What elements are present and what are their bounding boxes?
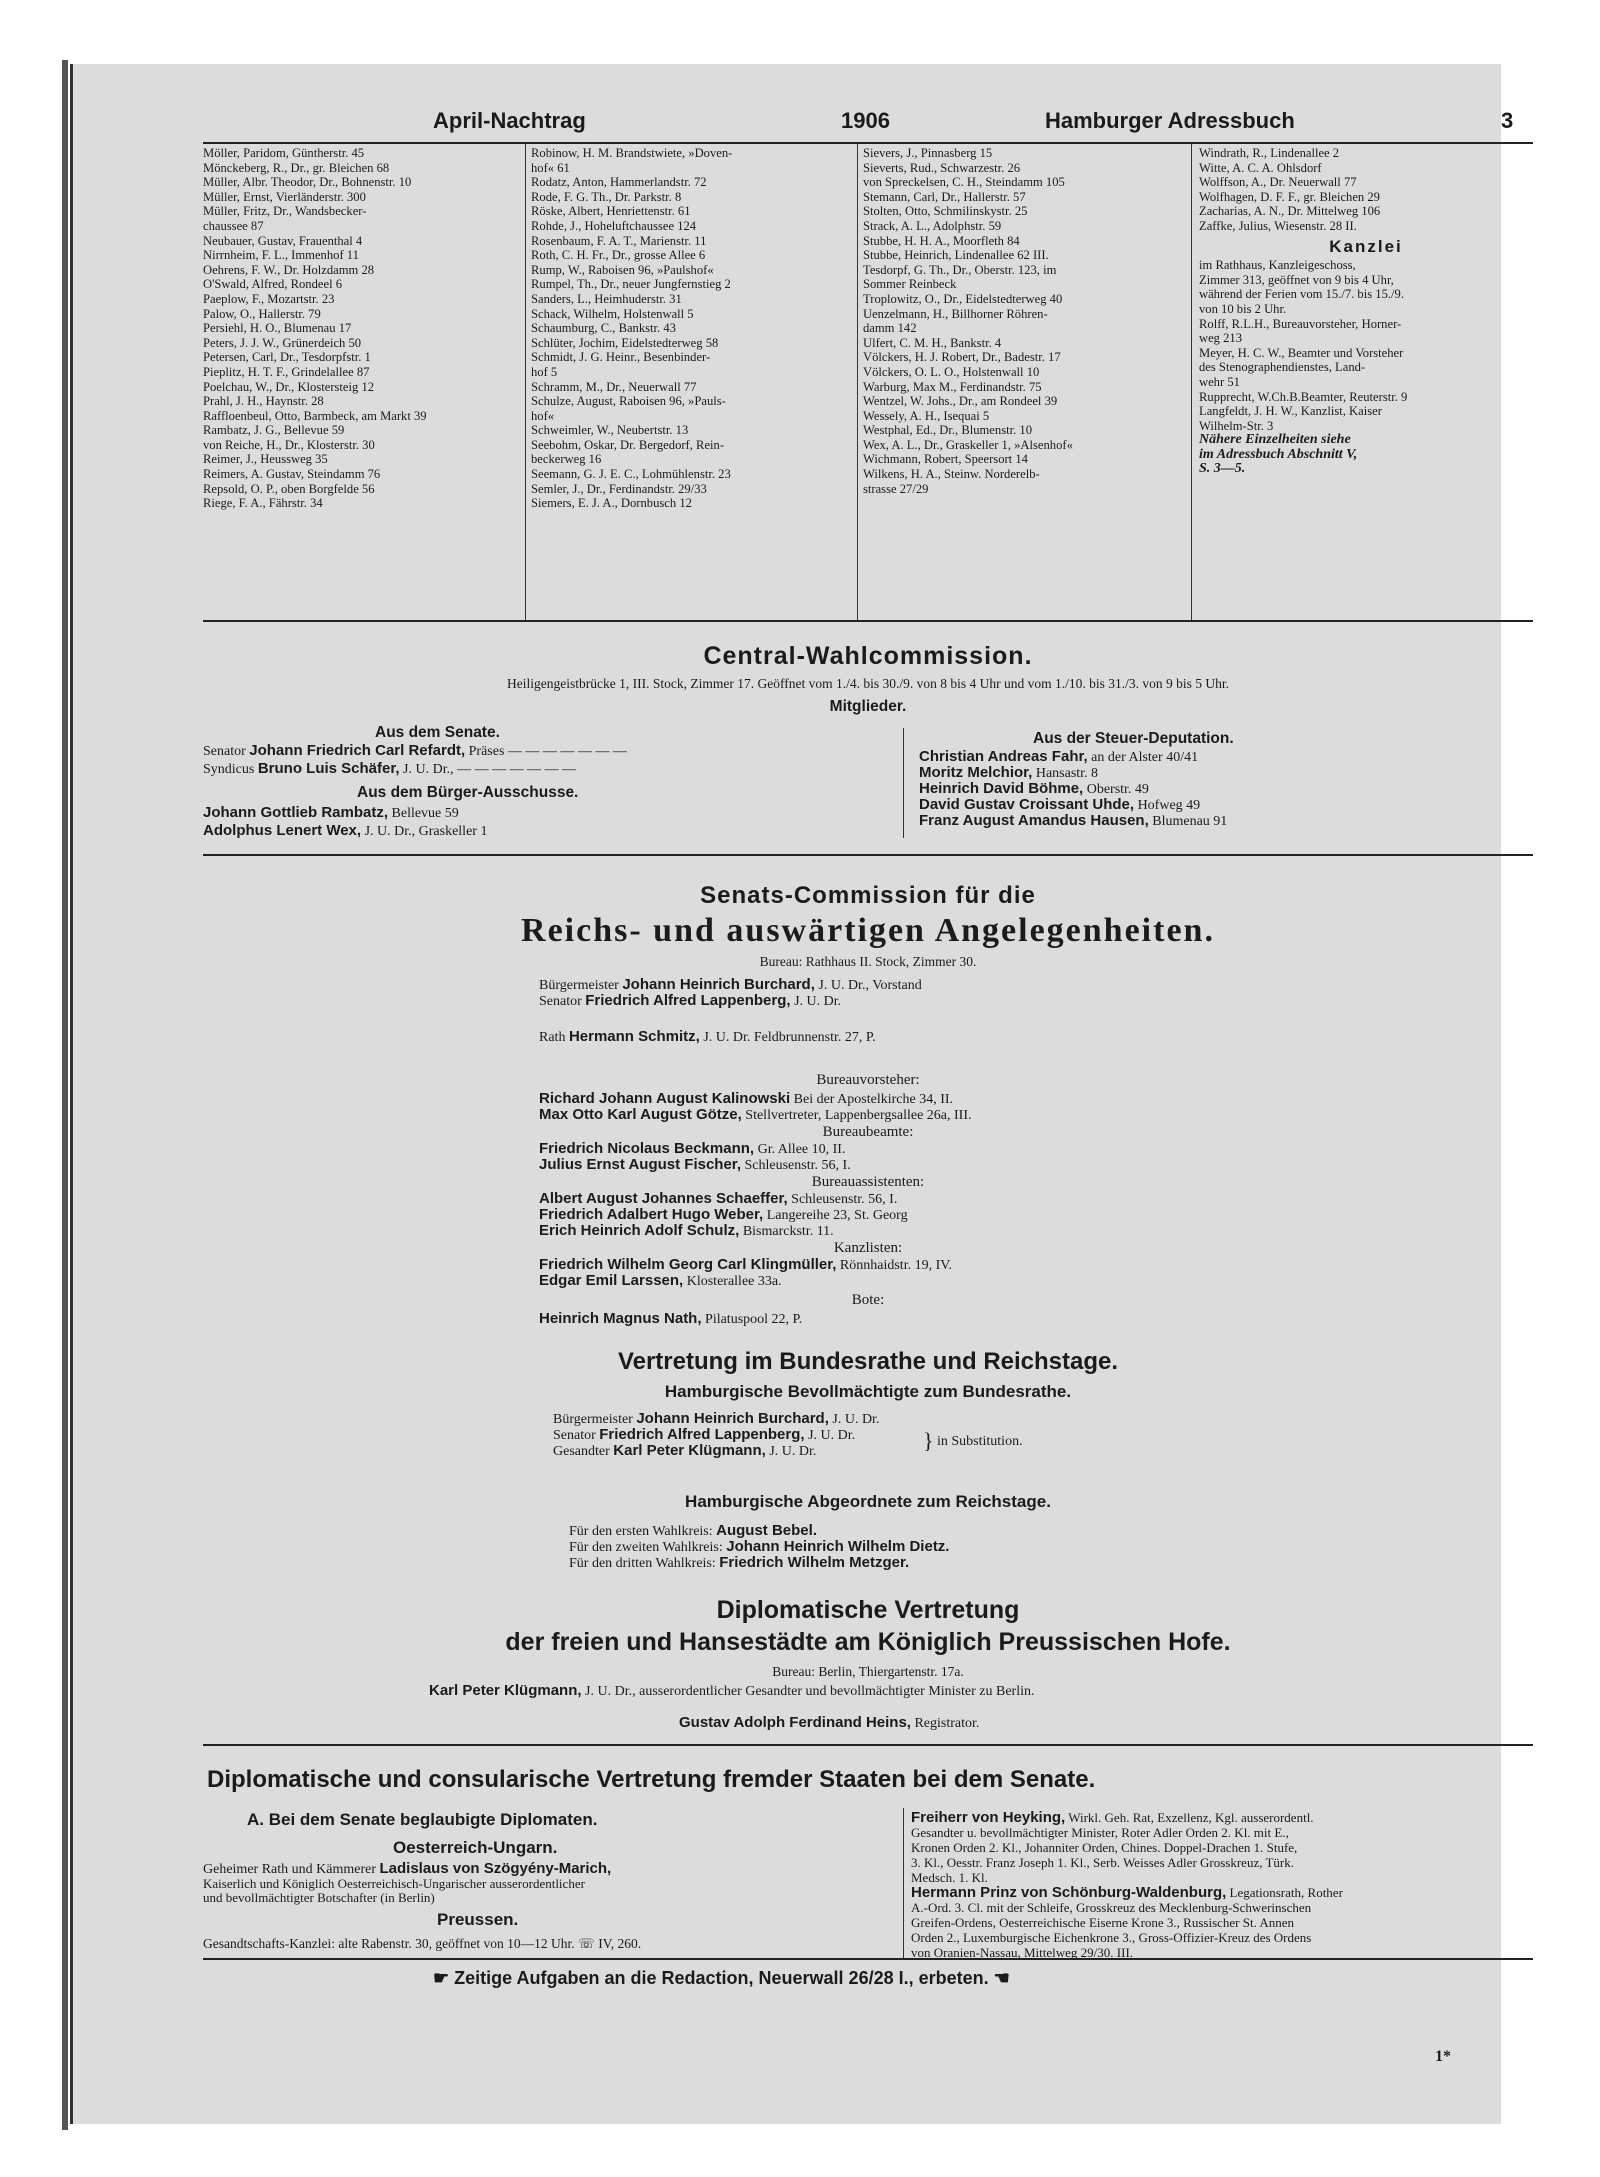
address-entry: Sanders, L., Heimhuderstr. 31 xyxy=(531,291,682,306)
rath-line: Rath Hermann Schmitz, J. U. Dr. Feldbrunnenstr. 27, P. xyxy=(539,1028,876,1045)
senate-heading: Aus dem Senate. xyxy=(375,724,500,741)
address-entry: Stemann, Carl, Dr., Hallerstr. 57 xyxy=(863,189,1026,204)
address-entry: Schack, Wilhelm, Holstenwall 5 xyxy=(531,306,694,321)
diplomat-detail: Gesandter u. bevollmächtigter Minister, Roter Adler Orden 2. Kl. mit E., xyxy=(911,1825,1289,1840)
oesterreich-line: Geheimer Rath und Kämmerer Ladislaus von Szögyény-Marich, xyxy=(203,1860,612,1877)
running-header xyxy=(203,108,1514,138)
address-entry: Poelchau, W., Dr., Klostersteig 12 xyxy=(203,379,375,394)
address-entry: Pieplitz, H. T. F., Grindelallee 87 xyxy=(203,364,370,379)
address-entry: hof 5 xyxy=(531,364,558,379)
address-entry: von Reiche, H., Dr., Klosterstr. 30 xyxy=(203,437,375,452)
preussen-title-2: der freien und Hansestädte am Königlich Preussischen Hofe. xyxy=(505,1628,1231,1656)
address-entry: Wilkens, H. A., Steinw. Norderelb- xyxy=(863,467,1040,482)
address-entry: Semler, J., Dr., Ferdinandstr. 29/33 xyxy=(531,481,707,496)
address-entry: Neubauer, Gustav, Frauenthal 4 xyxy=(203,233,363,248)
column-divider xyxy=(525,144,526,620)
address-columns xyxy=(203,146,1533,618)
address-entry: beckerweg 16 xyxy=(531,452,602,467)
address-entry: Wex, A. L., Dr., Graskeller 1, »Alsenhof« xyxy=(863,437,1073,452)
steuer-member: Moritz Melchior, Hansastr. 8 xyxy=(919,764,1099,781)
abgeordneter: Für den ersten Wahlkreis: August Bebel. xyxy=(569,1522,817,1539)
address-entry: Petersen, Carl, Dr., Tesdorpfstr. 1 xyxy=(203,350,371,365)
kanzlei-line: während der Ferien vom 15./7. bis 15./9. xyxy=(1199,287,1404,302)
address-entry: Möller, Paridom, Güntherstr. 45 xyxy=(203,146,365,160)
senats-member: Bürgermeister Johann Heinrich Burchard, J. U. Dr., Vorstand xyxy=(539,976,922,993)
address-entry: Troplowitz, O., Dr., Eidelstedterweg 40 xyxy=(863,291,1063,306)
address-entry: O'Swald, Alfred, Rondeel 6 xyxy=(203,277,343,292)
footer-notice xyxy=(433,1968,1010,1989)
kanzlei-line: im Rathhaus, Kanzleigeschoss, xyxy=(1199,258,1356,273)
abgeordneter: Für den zweiten Wahlkreis: Johann Heinrich Wilhelm Dietz. xyxy=(569,1538,950,1555)
members-heading: Mitglieder. xyxy=(829,698,907,715)
steuer-member: Franz August Amandus Hausen, Blumenau 91 xyxy=(919,812,1228,829)
diplomat-detail: 3. Kl., Oesstr. Franz Joseph 1. Kl., Serb. Weisses Adler Grosskreuz, Türk. xyxy=(911,1855,1295,1870)
abgeordneter: Für den dritten Wahlkreis: Friedrich Wilhelm Metzger. xyxy=(569,1554,910,1571)
address-entry: Mönckeberg, R., Dr., gr. Bleichen 68 xyxy=(203,160,390,175)
address-entry: Zacharias, A. N., Dr. Mittelweg 106 xyxy=(1199,204,1381,219)
address-column-4 xyxy=(1199,146,1533,477)
staff-line: Heinrich Magnus Nath, Pilatuspool 22, P. xyxy=(539,1310,803,1327)
address-entry: Müller, Ernst, Vierländerstr. 300 xyxy=(203,189,366,204)
page-number: 3 xyxy=(1501,108,1514,133)
diplomat-detail: Orden 2., Luxemburgische Eichenkrone 3., Gross-Offizier-Kreuz des Ordens xyxy=(911,1930,1312,1945)
address-entry: Prahl, J. H., Haynstr. 28 xyxy=(203,394,324,409)
bundesrath-sub: Hamburgische Bevollmächtigte zum Bundesrathe. xyxy=(664,1382,1072,1401)
address-entry: Schramm, M., Dr., Neuerwall 77 xyxy=(531,379,697,394)
address-entry: Westphal, Ed., Dr., Blumenstr. 10 xyxy=(863,423,1032,438)
address-entry: chaussee 87 xyxy=(203,218,264,233)
address-entry: Schlüter, Jochim, Eidelstedterweg 58 xyxy=(531,335,719,350)
buerger-member: Adolphus Lenert Wex, J. U. Dr., Graskeller 1 xyxy=(203,822,488,839)
senate-member: Senator Johann Friedrich Carl Refardt, Präses — — — — — — — xyxy=(203,742,627,759)
staff-line: Max Otto Karl August Götze, Stellvertreter, Lappenbergsallee 26a, III. xyxy=(539,1106,972,1123)
address-entry: Wichmann, Robert, Speersort 14 xyxy=(863,452,1028,467)
senats-member: Senator Friedrich Alfred Lappenberg, J. U. Dr. xyxy=(539,992,842,1009)
column-divider xyxy=(857,144,858,620)
diplomat-detail: A.-Ord. 3. Cl. mit der Schleife, Grosskreuz des Mecklenburg-Schwerinschen xyxy=(911,1900,1312,1915)
bote-heading: Bote: xyxy=(851,1292,885,1308)
address-entry: Nirrnheim, F. L., Immenhof 11 xyxy=(203,248,359,263)
kanzlisten-heading: Kanzlisten: xyxy=(833,1240,903,1256)
staff-line: Richard Johann August Kalinowski Bei der Apostelkirche 34, II. xyxy=(539,1090,954,1107)
senate-member: Syndicus Bruno Luis Schäfer, J. U. Dr., — — — — — — — xyxy=(203,760,577,777)
staff-line: Friedrich Adalbert Hugo Weber, Langereihe 23, St. Georg xyxy=(539,1206,908,1223)
address-entry: Rode, F. G. Th., Dr. Parkstr. 8 xyxy=(531,189,682,204)
address-entry: Rohde, J., Hoheluftchaussee 124 xyxy=(531,218,697,233)
address-entry: Schmidt, J. G. Heinr., Besenbinder- xyxy=(531,350,711,365)
address-entry: Warburg, Max M., Ferdinandstr. 75 xyxy=(863,379,1042,394)
section-rule xyxy=(203,1958,1533,1960)
staff-line: Friedrich Wilhelm Georg Carl Klingmüller, Rönnhaidstr. 19, IV. xyxy=(539,1256,953,1273)
buerger-member: Johann Gottlieb Rambatz, Bellevue 59 xyxy=(203,804,459,821)
staff-line: Edgar Emil Larssen, Klosterallee 33a. xyxy=(539,1272,782,1289)
address-entry: von Spreckelsen, C. H., Steindamm 105 xyxy=(863,175,1065,190)
staff-line: Albert August Johannes Schaeffer, Schleusenstr. 56, I. xyxy=(539,1190,898,1207)
address-entry: Sommer Reinbeck xyxy=(863,277,957,292)
column-divider xyxy=(1191,144,1192,620)
address-entry: Rambatz, J. G., Bellevue 59 xyxy=(203,423,345,438)
kanzlei-line: des Stenographendienstes, Land- xyxy=(1199,360,1366,375)
section-rule xyxy=(203,620,1533,622)
address-entry: Uenzelmann, H., Billhorner Röhren- xyxy=(863,306,1048,321)
kanzlei-line: Zimmer 313, geöffnet von 9 bis 4 Uhr, xyxy=(1199,272,1394,287)
address-entry: Windrath, R., Lindenallee 2 xyxy=(1199,146,1340,160)
staff-line: Erich Heinrich Adolf Schulz, Bismarckstr. 11. xyxy=(539,1222,834,1239)
address-entry: Völckers, H. J. Robert, Dr., Badestr. 17 xyxy=(863,350,1061,365)
address-entry: Seebohm, Oskar, Dr. Bergedorf, Rein- xyxy=(531,437,725,452)
address-column-1 xyxy=(203,146,523,511)
column-divider xyxy=(903,1808,904,1958)
address-entry: Rodatz, Anton, Hammerlandstr. 72 xyxy=(531,175,707,190)
senats-bureau: Bureau: Rathhaus II. Stock, Zimmer 30. xyxy=(759,954,977,969)
address-entry: Paeplow, F., Mozartstr. 23 xyxy=(203,291,335,306)
address-entry: Peters, J. J. W., Grünerdeich 50 xyxy=(203,335,362,350)
kanzlei-line: wehr 51 xyxy=(1199,374,1240,389)
steuer-member: Heinrich David Böhme, Oberstr. 49 xyxy=(919,780,1149,797)
reichstag-sub: Hamburgische Abgeordnete zum Reichstage. xyxy=(685,1492,1051,1511)
oesterreich-line: Kaiserlich und Königlich Oesterreichisch-Ungarischer ausserordentlicher xyxy=(203,1876,585,1891)
address-entry: Riege, F. A., Fährstr. 34 xyxy=(203,496,323,511)
kanzlei-line: Meyer, H. C. W., Beamter und Vorsteher xyxy=(1199,345,1404,360)
header-rule xyxy=(203,142,1533,144)
address-entry: Stubbe, Heinrich, Lindenallee 62 III. xyxy=(863,248,1049,263)
address-entry: Sieverts, Rud., Schwarzestr. 26 xyxy=(863,160,1021,175)
address-entry: Palow, O., Hallerstr. 79 xyxy=(203,306,321,321)
address-entry: Schweimler, W., Neubertstr. 13 xyxy=(531,423,689,438)
brace: } xyxy=(923,1428,934,1453)
bevollmaechtigter: Gesandter Karl Peter Klügmann, J. U. Dr. xyxy=(553,1442,817,1459)
kanzlei-line: Gesandtschafts-Kanzlei: alte Rabenstr. 30, geöffnet von 10—12 Uhr. ☏ IV, 260. xyxy=(203,1936,642,1951)
header-title: Hamburger Adressbuch xyxy=(1045,108,1295,133)
address-entry: Rosenbaum, F. A. T., Marienstr. 11 xyxy=(531,233,707,248)
address-entry: Stubbe, H. H. A., Moorfleth 84 xyxy=(863,233,1020,248)
header-left: April-Nachtrag xyxy=(433,108,586,133)
preussen-title-1: Diplomatische Vertretung xyxy=(716,1596,1020,1624)
address-entry: Wolffson, A., Dr. Neuerwall 77 xyxy=(1199,175,1357,190)
address-entry: Völckers, O. L. O., Holstenwall 10 xyxy=(863,364,1040,379)
diplomat-detail: Kronen Orden 2. Kl., Johanniter Orden, Chines. Doppel-Drachen 1. Stufe, xyxy=(911,1840,1298,1855)
address-entry: Rump, W., Raboisen 96, »Paulshof« xyxy=(531,262,714,277)
address-entry: Siemers, E. J. A., Dornbusch 12 xyxy=(531,496,692,511)
kanzlei-line: Rolff, R.L.H., Bureauvorsteher, Horner- xyxy=(1199,316,1402,331)
address-entry: Seemann, G. J. E. C., Lohmühlenstr. 23 xyxy=(531,467,731,482)
oesterreich-line: und bevollmächtigter Botschafter (in Berlin) xyxy=(203,1890,435,1905)
gesandter-line: Karl Peter Klügmann, J. U. Dr., ausserordentlicher Gesandter und bevollmächtigter Minister zu Berlin. xyxy=(429,1682,1035,1699)
address-entry: Oehrens, F. W., Dr. Holzdamm 28 xyxy=(203,262,375,277)
staff-line: Julius Ernst August Fischer, Schleusenstr. 56, I. xyxy=(539,1156,851,1173)
steuer-heading: Aus der Steuer-Deputation. xyxy=(1033,730,1234,747)
diplomat-detail: Greifen-Ordens, Oesterreichische Eiserne Krone 3., Russischer St. Annen xyxy=(911,1915,1295,1930)
footer-text: Zeitige Aufgaben an die Redaction, Neuerwall 26/28 I., erbeten. xyxy=(454,1968,989,1988)
pointing-hand-right-icon: ☚ xyxy=(993,1968,1010,1988)
book-fold xyxy=(62,60,68,2130)
substitution-note: in Substitution. xyxy=(937,1434,1023,1449)
address-entry: Stolten, Otto, Schmilinskystr. 25 xyxy=(863,204,1028,219)
oesterreich-heading: Oesterreich-Ungarn. xyxy=(393,1838,558,1857)
address-entry: Rumpel, Th., Dr., neuer Jungfernstieg 2 xyxy=(531,277,731,292)
address-entry: Zaffke, Julius, Wiesenstr. 28 II. xyxy=(1199,218,1357,233)
fremd-title: Diplomatische und consularische Vertretung fremder Staaten bei dem Senate. xyxy=(207,1766,1096,1793)
diplomat-detail: von Oranien-Nassau, Mittelweg 29/30. III. xyxy=(911,1945,1134,1960)
kanzlei-line: Langfeldt, J. H. W., Kanzlist, Kaiser xyxy=(1199,404,1382,419)
bundesrath-title: Vertretung im Bundesrathe und Reichstage. xyxy=(617,1348,1119,1375)
section-rule xyxy=(203,1744,1533,1746)
address-entry: Schaumburg, C., Bankstr. 43 xyxy=(531,321,676,336)
preussen-heading: Preussen. xyxy=(437,1910,519,1929)
bureauassistenten-heading: Bureauassistenten: xyxy=(811,1174,925,1190)
kanzlei-line: von 10 bis 2 Uhr. xyxy=(1199,301,1287,316)
address-entry: Robinow, H. M. Brandstwiete, »Doven- xyxy=(531,146,733,160)
address-entry: Tesdorpf, G. Th., Dr., Oberstr. 123, im xyxy=(863,262,1057,277)
senats-title-1: Senats-Commission für die xyxy=(700,882,1036,909)
kanzlei-note-2: im Adressbuch Abschnitt V, xyxy=(1199,447,1358,462)
section-a-heading: A. Bei dem Senate beglaubigte Diplomaten. xyxy=(247,1810,598,1829)
address-entry: Schulze, August, Raboisen 96, »Pauls- xyxy=(531,394,726,409)
pointing-hand-left-icon: ☛ xyxy=(433,1968,450,1988)
bevollmaechtigter: Bürgermeister Johann Heinrich Burchard, J. U. Dr. xyxy=(553,1410,880,1427)
address-entry: Strack, A. L., Adolphstr. 59 xyxy=(863,218,1002,233)
steuer-member: David Gustav Croissant Uhde, Hofweg 49 xyxy=(919,796,1201,813)
registrator-line: Gustav Adolph Ferdinand Heins, Registrator. xyxy=(679,1714,980,1731)
kanzlei-note-1: Nähere Einzelheiten siehe xyxy=(1199,433,1351,448)
header-year: 1906 xyxy=(841,108,890,133)
address-entry: Reimer, J., Heussweg 35 xyxy=(203,452,328,467)
diplomat-column: Freiherr von Heyking, Wirkl. Geh. Rat, Exzellenz, Kgl. ausserordentl. Gesandter u. bevollmächtigter Minister, Roter Adler Orden 2. Kl. mit E., Kronen Orden 2. Kl., Johanniter Orden, Chines. Doppel-Drachen 1. Stufe, 3. Kl., Oesstr. Franz Joseph 1. Kl., Serb. Weisses Adler Grosskreuz, Türk. Medsch. 1. Kl. Hermann Prinz von Schönburg-Waldenburg, Legationsrath, Rother A.-Ord. 3. Cl. mit der Schleife, Grosskreuz des Mecklenburg-Schwerinschen Greifen-Ordens, Oesterreichische Eiserne Krone 3., Russischer St. Annen Orden 2., Luxemburgische Eichenkrone 3., Gross-Offizier-Kreuz des Ordens von Oranien-Nassau, Mittelweg 29/30. III. xyxy=(911,1810,1531,1960)
staff-line: Friedrich Nicolaus Beckmann, Gr. Allee 10, II. xyxy=(539,1140,846,1157)
address-entry: Reimers, A. Gustav, Steindamm 76 xyxy=(203,467,381,482)
address-entry: Ulfert, C. M. H., Bankstr. 4 xyxy=(863,335,1002,350)
address-entry: strasse 27/29 xyxy=(863,481,929,496)
central-address: Heiligengeistbrücke 1, III. Stock, Zimmer 17. Geöffnet vom 1./4. bis 30./9. von 8 bis 4 Uhr und vom 1./10. bis 31./3. von 9 bis 5 Uhr. xyxy=(507,676,1229,691)
address-entry: Raffloenbeul, Otto, Barmbeck, am Markt 39 xyxy=(203,408,427,423)
address-entry: Wentzel, W. Johs., Dr., am Rondeel 39 xyxy=(863,394,1058,409)
address-entry: Röske, Albert, Henriettenstr. 61 xyxy=(531,204,691,219)
kanzlei-note-3: S. 3—5. xyxy=(1199,462,1246,477)
address-entry: Sievers, J., Pinnasberg 15 xyxy=(863,146,993,160)
preussen-bureau: Bureau: Berlin, Thiergartenstr. 17a. xyxy=(772,1664,964,1679)
address-entry: Persiehl, H. O., Blumenau 17 xyxy=(203,321,352,336)
bureaubeamte-heading: Bureaubeamte: xyxy=(822,1124,914,1140)
kanzlei-line: Rupprecht, W.Ch.B.Beamter, Reuterstr. 9 xyxy=(1199,389,1408,404)
bevollmaechtigter: Senator Friedrich Alfred Lappenberg, J. U. Dr. xyxy=(553,1426,856,1443)
address-entry: Müller, Fritz, Dr., Wandsbecker- xyxy=(203,204,367,219)
buerger-heading: Aus dem Bürger-Ausschusse. xyxy=(357,784,579,801)
address-entry: Wessely, A. H., Isequai 5 xyxy=(863,408,990,423)
address-entry: hof« xyxy=(531,408,555,423)
address-column-3 xyxy=(863,146,1187,496)
section-rule xyxy=(203,854,1533,856)
kanzlei-line: Wilhelm-Str. 3 xyxy=(1199,418,1274,433)
address-entry: damm 142 xyxy=(863,321,917,336)
signature-mark: 1* xyxy=(1435,2048,1451,2065)
address-entry: Witte, A. C. A. Ohlsdorf xyxy=(1199,160,1322,175)
bureauvorsteher-heading: Bureauvorsteher: xyxy=(816,1072,920,1088)
diplomat-detail: Medsch. 1. Kl. xyxy=(911,1870,988,1885)
steuer-member: Christian Andreas Fahr, an der Alster 40/41 xyxy=(919,748,1199,765)
column-divider xyxy=(903,728,904,838)
address-entry: Müller, Albr. Theodor, Dr., Bohnenstr. 10 xyxy=(203,175,412,190)
document-page xyxy=(70,64,1514,2124)
kanzlei-heading: Kanzlei xyxy=(1329,239,1403,255)
senats-title-2: Reichs- und auswärtigen Angelegenheiten. xyxy=(521,912,1215,949)
kanzlei-line: weg 213 xyxy=(1199,331,1243,346)
address-entry: Repsold, O. P., oben Borgfelde 56 xyxy=(203,481,375,496)
address-entry: hof« 61 xyxy=(531,160,570,175)
address-entry: Roth, C. H. Fr., Dr., grosse Allee 6 xyxy=(531,248,706,263)
address-entry: Wolfhagen, D. F. F., gr. Bleichen 29 xyxy=(1199,189,1380,204)
central-title: Central-Wahlcommission. xyxy=(703,642,1033,670)
address-column-2 xyxy=(531,146,853,511)
